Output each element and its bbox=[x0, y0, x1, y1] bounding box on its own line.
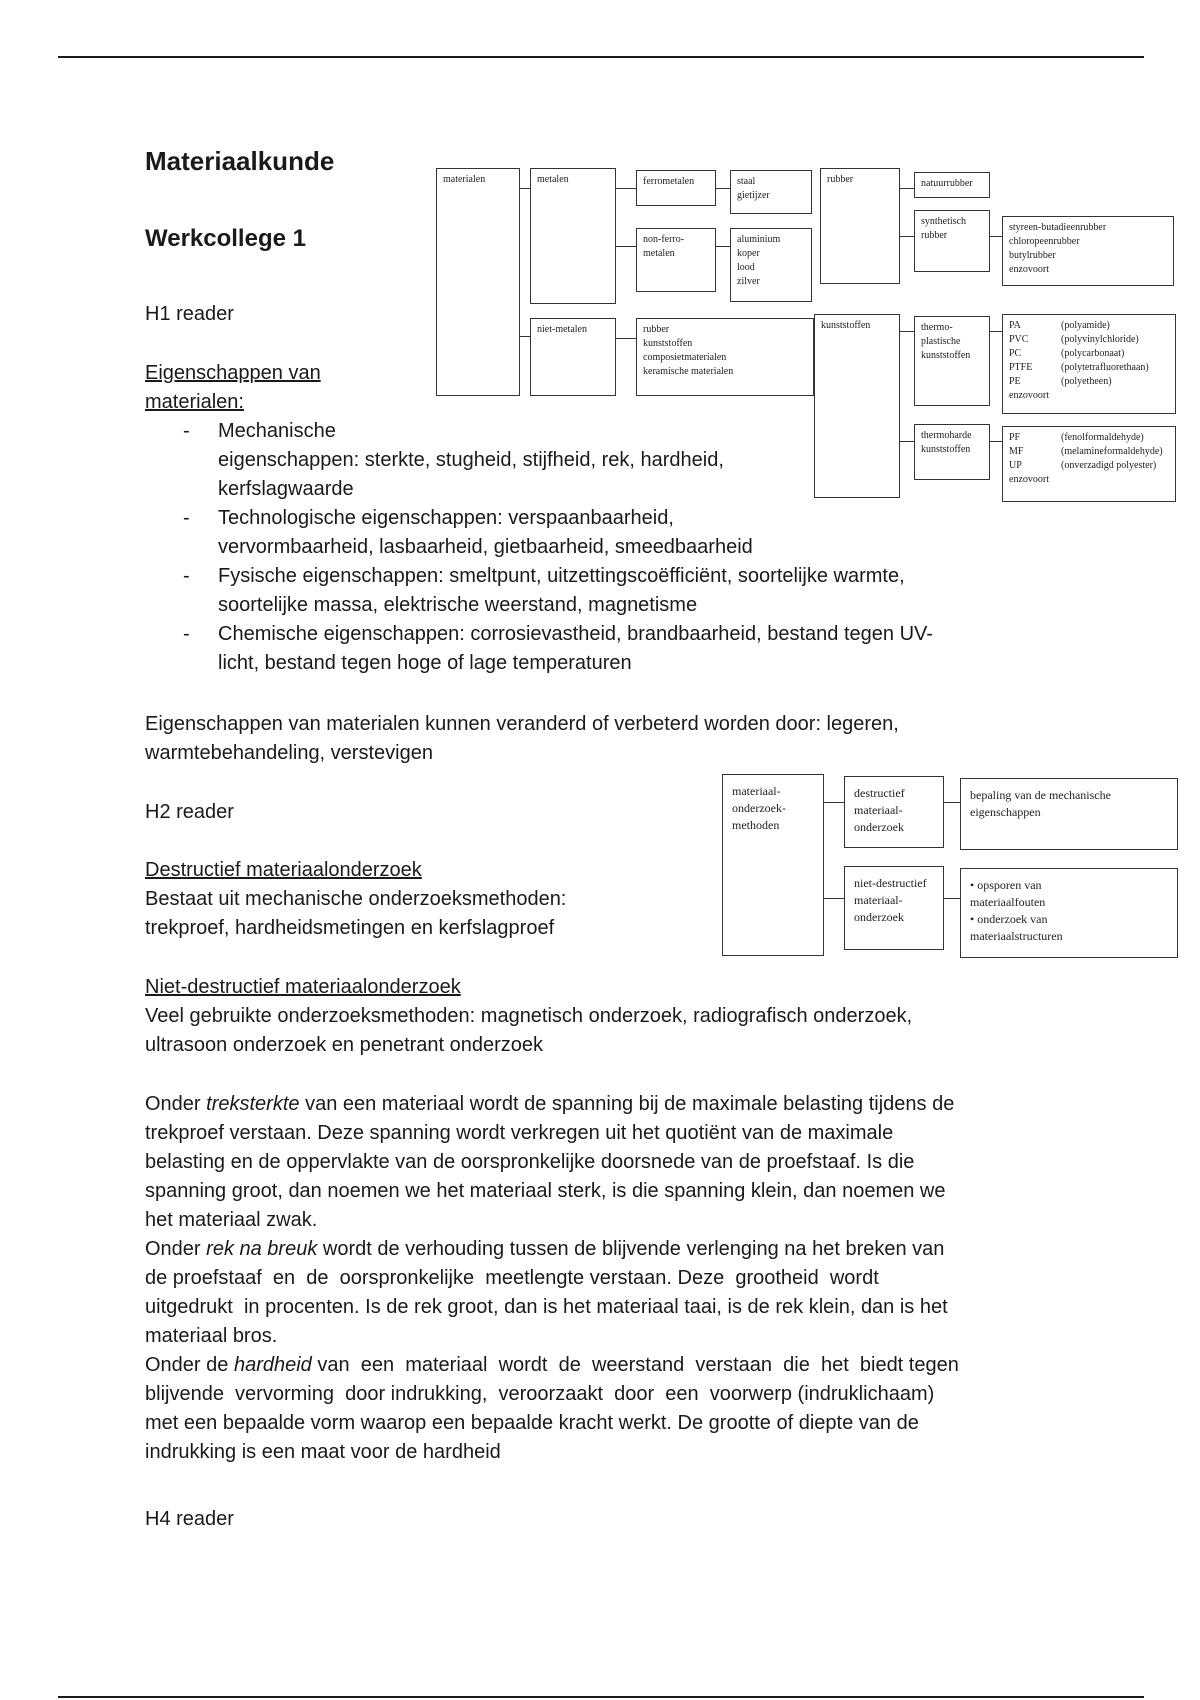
treksterkte-paragraph bbox=[145, 1090, 1045, 1235]
box-materialen bbox=[436, 168, 520, 396]
text: indrukking is een maat voor de hardheid bbox=[145, 1441, 501, 1463]
bottom-rule bbox=[58, 1696, 1144, 1698]
box-niet-metalen bbox=[530, 318, 616, 396]
connector-line bbox=[716, 246, 730, 247]
connector-line bbox=[944, 898, 960, 899]
bullet-dash: - bbox=[183, 420, 190, 442]
box-synthetisch-items bbox=[1002, 216, 1174, 286]
connector-line bbox=[824, 898, 844, 899]
name: (polyamide) bbox=[1061, 320, 1110, 331]
box-label: enzovoort bbox=[1009, 390, 1049, 401]
connector-line bbox=[900, 188, 914, 189]
connector-line bbox=[824, 802, 844, 803]
connector-line bbox=[616, 188, 636, 189]
box-label: plastische bbox=[921, 336, 961, 347]
box-label: onderzoek bbox=[854, 910, 904, 924]
term-hardheid: hardheid bbox=[233, 1354, 312, 1376]
hardheid-paragraph bbox=[145, 1351, 1045, 1467]
thermoplast-row bbox=[1009, 361, 1169, 375]
box-label: lood bbox=[737, 262, 755, 273]
box-label: • opsporen van bbox=[970, 878, 1042, 892]
eigenschappen-heading bbox=[145, 359, 445, 417]
box-label: butylrubber bbox=[1009, 250, 1056, 261]
box-label: materiaal- bbox=[854, 893, 903, 907]
code: PC bbox=[1009, 348, 1022, 359]
property-text: Technologische eigenschappen: verspaanbaarheid, bbox=[218, 507, 674, 529]
connector-line bbox=[616, 338, 636, 339]
box-label: composietmaterialen bbox=[643, 352, 727, 363]
box-label: materiaalstructuren bbox=[970, 929, 1063, 943]
box-label: materialen bbox=[443, 174, 486, 185]
box-non-ferro bbox=[636, 228, 716, 292]
box-label: methoden bbox=[732, 818, 780, 832]
box-label: chloropeenrubber bbox=[1009, 236, 1080, 247]
code: PTFE bbox=[1009, 362, 1033, 373]
box-label: thermoharde bbox=[921, 430, 972, 441]
research-methods-diagram bbox=[722, 774, 1182, 960]
box-label: styreen-butadieenrubber bbox=[1009, 222, 1107, 233]
box-label: enzovoort bbox=[1009, 474, 1049, 485]
section-h1-reader: H1 reader bbox=[145, 303, 234, 325]
improve-line: warmtebehandeling, verstevigen bbox=[145, 742, 433, 764]
eigenschappen-heading-line1: Eigenschappen van bbox=[145, 362, 321, 384]
box-non-ferro-items bbox=[730, 228, 812, 302]
connector-line bbox=[900, 331, 914, 332]
text: wordt de verhouding tussen de blijvende verlenging na het breken van bbox=[317, 1238, 945, 1260]
bullet-dash: - bbox=[183, 565, 190, 587]
text: belasting en de oppervlakte van de oorspronkelijke doorsnede van de proefstaaf. Is die bbox=[145, 1151, 915, 1173]
box-label: koper bbox=[737, 248, 760, 259]
property-text: licht, bestand tegen hoge of lage temperaturen bbox=[218, 652, 632, 674]
code: PVC bbox=[1009, 334, 1029, 345]
list-item bbox=[145, 562, 1045, 620]
box-label: aluminium bbox=[737, 234, 781, 245]
box-label: destructief bbox=[854, 786, 905, 800]
connector-line bbox=[520, 188, 530, 189]
name: (polyetheen) bbox=[1061, 376, 1112, 387]
box-label: metalen bbox=[537, 174, 569, 185]
text: trekproef verstaan. Deze spanning wordt verkregen uit het quotiënt van de maximale bbox=[145, 1122, 894, 1144]
box-synthetisch-rubber bbox=[914, 210, 990, 272]
thermoplast-row bbox=[1009, 333, 1169, 347]
box-thermoplastisch bbox=[914, 316, 990, 406]
term-treksterkte: treksterkte bbox=[206, 1093, 300, 1115]
bullet-dash: - bbox=[183, 623, 190, 645]
connector-line bbox=[990, 236, 1002, 237]
box-label: rubber bbox=[643, 324, 670, 335]
box-label: onderzoek bbox=[854, 820, 904, 834]
thermoplast-row bbox=[1009, 375, 1169, 389]
box-label: onderzoek- bbox=[732, 801, 786, 815]
niet-destructief-heading: Niet-destructief materiaalonderzoek bbox=[145, 976, 461, 998]
improve-paragraph bbox=[145, 710, 899, 768]
name: (onverzadigd polyester) bbox=[1061, 460, 1157, 471]
text: materiaal bros. bbox=[145, 1325, 278, 1347]
box-destructief bbox=[844, 776, 944, 848]
box-kunststoffen bbox=[814, 314, 900, 498]
niet-destructief-section bbox=[145, 973, 912, 1060]
connector-line bbox=[900, 236, 914, 237]
text: Onder bbox=[145, 1238, 207, 1260]
box-bepaling bbox=[960, 778, 1178, 850]
name: (polycarbonaat) bbox=[1061, 348, 1125, 359]
box-label: keramische materialen bbox=[643, 366, 734, 377]
text: Onder de bbox=[145, 1354, 234, 1376]
definitions bbox=[145, 1090, 1045, 1467]
text: Onder bbox=[145, 1093, 207, 1115]
destructief-heading: Destructief materiaalonderzoek bbox=[145, 859, 422, 881]
connector-line bbox=[990, 331, 1002, 332]
thermoplast-row bbox=[1009, 347, 1169, 361]
name: (melamineformaldehyde) bbox=[1061, 446, 1163, 457]
box-thermoharde bbox=[914, 424, 990, 480]
destructief-text: Bestaat uit mechanische onderzoeksmethoden: bbox=[145, 888, 567, 910]
code: PE bbox=[1009, 376, 1021, 387]
niet-destructief-text: Veel gebruikte onderzoeksmethoden: magnetisch onderzoek, radiografisch onderzoek, bbox=[145, 1005, 913, 1027]
connector-line bbox=[716, 188, 730, 189]
list-item bbox=[145, 620, 1045, 678]
box-label: materiaalfouten bbox=[970, 895, 1046, 909]
box-label: enzovoort bbox=[1009, 264, 1049, 275]
box-label: natuurrubber bbox=[921, 178, 973, 189]
box-rubber bbox=[820, 168, 900, 284]
text: blijvende vervorming door indrukking, veroorzaakt door een voorwerp (indruklichaam) bbox=[145, 1383, 935, 1405]
connector-line bbox=[944, 802, 960, 803]
eigenschappen-heading-line2: materialen: bbox=[145, 391, 244, 413]
property-text: vervormbaarheid, lasbaarheid, gietbaarheid, smeedbaarheid bbox=[218, 536, 753, 558]
code: PF bbox=[1009, 432, 1021, 443]
connector-line bbox=[616, 246, 636, 247]
text: met een bepaalde vorm waarop een bepaalde kracht werkt. De grootte of diepte van de bbox=[145, 1412, 919, 1434]
property-text: soortelijke massa, elektrische weerstand, magnetisme bbox=[218, 594, 698, 616]
property-text: eigenschappen: sterkte, stugheid, stijfheid, rek, hardheid, bbox=[218, 449, 724, 471]
code: PA bbox=[1009, 320, 1021, 331]
box-ferrometalen bbox=[636, 170, 716, 206]
name: (polytetrafluorethaan) bbox=[1061, 362, 1149, 373]
text: spanning groot, dan noemen we het materiaal sterk, is die spanning klein, dan noemen we bbox=[145, 1180, 946, 1202]
box-label: kunststoffen bbox=[821, 320, 871, 331]
term-rek-na-breuk: rek na breuk bbox=[206, 1238, 318, 1260]
thermohard-row bbox=[1009, 445, 1169, 459]
thermohard-row bbox=[1009, 459, 1169, 473]
box-label: synthetisch bbox=[921, 216, 966, 227]
box-label: thermo- bbox=[921, 322, 953, 333]
section-h2-reader: H2 reader bbox=[145, 801, 234, 823]
thermohard-row bbox=[1009, 431, 1169, 445]
box-opsporen bbox=[960, 868, 1178, 958]
name: (polyvinylchloride) bbox=[1061, 334, 1139, 345]
list-item bbox=[145, 504, 1045, 562]
text: van een materiaal wordt de weerstand verstaan die het biedt tegen bbox=[311, 1354, 959, 1376]
bullet-dash: - bbox=[183, 507, 190, 529]
box-label: non-ferro- bbox=[643, 234, 685, 245]
box-thermoplast-items bbox=[1002, 314, 1176, 414]
box-label: materiaal- bbox=[854, 803, 903, 817]
box-label: • onderzoek van bbox=[970, 912, 1048, 926]
code: UP bbox=[1009, 460, 1022, 471]
top-rule bbox=[58, 56, 1144, 58]
box-label: kunststoffen bbox=[921, 444, 971, 455]
destructief-text: trekproef, hardheidsmetingen en kerfslagproef bbox=[145, 917, 555, 939]
box-natuurrubber bbox=[914, 172, 990, 198]
box-label: materiaal- bbox=[732, 784, 781, 798]
box-metalen bbox=[530, 168, 616, 304]
property-text: kerfslagwaarde bbox=[218, 478, 354, 500]
property-text: Mechanische bbox=[218, 420, 336, 442]
box-label: rubber bbox=[921, 230, 948, 241]
box-label: rubber bbox=[827, 174, 854, 185]
improve-line: Eigenschappen van materialen kunnen veranderd of verbeterd worden door: legeren, bbox=[145, 713, 899, 735]
destructief-section bbox=[145, 856, 705, 943]
box-label: metalen bbox=[643, 248, 675, 259]
box-label: niet-destructief bbox=[854, 876, 927, 890]
text: de proefstaaf en de oorspronkelijke meetlengte verstaan. Deze grootheid wordt bbox=[145, 1267, 879, 1289]
text: het materiaal zwak. bbox=[145, 1209, 318, 1231]
document-title: Materiaalkunde bbox=[145, 146, 335, 176]
box-thermohard-items bbox=[1002, 426, 1176, 502]
box-label: staal bbox=[737, 176, 756, 187]
connector-line bbox=[520, 336, 530, 337]
box-label: eigenschappen bbox=[970, 805, 1041, 819]
connector-line bbox=[990, 441, 1002, 442]
name: (fenolformaldehyde) bbox=[1061, 432, 1144, 443]
box-label: gietijzer bbox=[737, 190, 770, 201]
box-staal bbox=[730, 170, 812, 214]
document-subtitle: Werkcollege 1 bbox=[145, 225, 306, 252]
code: MF bbox=[1009, 446, 1024, 457]
text: uitgedrukt in procenten. Is de rek groot, dan is het materiaal taai, is de rek klein, dan is het bbox=[145, 1296, 948, 1318]
box-label: bepaling van de mechanische bbox=[970, 788, 1111, 802]
section-h4-reader: H4 reader bbox=[145, 1508, 234, 1530]
property-text: Fysische eigenschappen: smeltpunt, uitzettingscoëfficiënt, soortelijke warmte, bbox=[218, 565, 905, 587]
niet-destructief-text: ultrasoon onderzoek en penetrant onderzoek bbox=[145, 1034, 544, 1056]
box-label: ferrometalen bbox=[643, 176, 695, 187]
box-label: kunststoffen bbox=[643, 338, 693, 349]
box-niet-destructief bbox=[844, 866, 944, 950]
box-label: kunststoffen bbox=[921, 350, 971, 361]
rek-paragraph bbox=[145, 1235, 1045, 1351]
connector-line bbox=[900, 441, 914, 442]
materials-classification-diagram bbox=[436, 166, 1180, 502]
thermoplast-row bbox=[1009, 319, 1169, 333]
property-text: Chemische eigenschappen: corrosievastheid, brandbaarheid, bestand tegen UV- bbox=[218, 623, 933, 645]
box-label: zilver bbox=[737, 276, 760, 287]
text: van een materiaal wordt de spanning bij de maximale belasting tijdens de bbox=[299, 1093, 955, 1115]
box-niet-metalen-items bbox=[636, 318, 814, 396]
box-label: niet-metalen bbox=[537, 324, 587, 335]
box-onderzoekmethoden bbox=[722, 774, 824, 956]
